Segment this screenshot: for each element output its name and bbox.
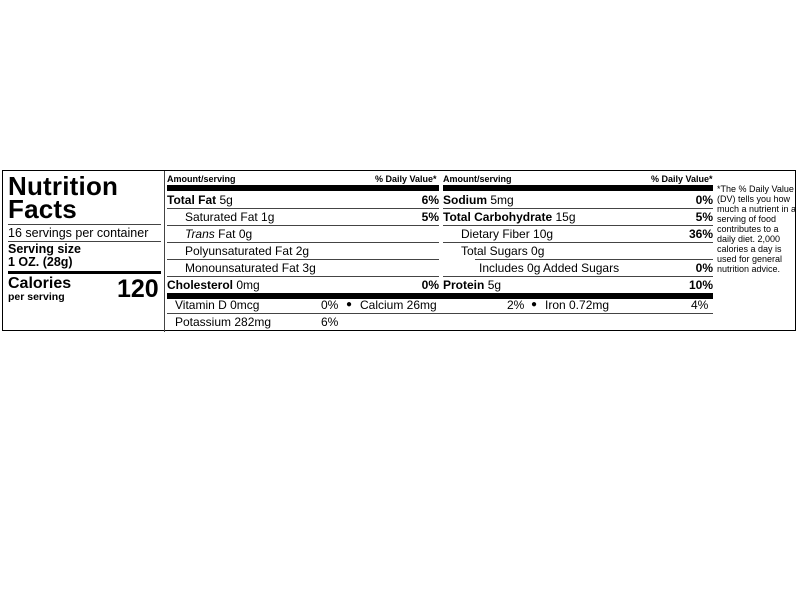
panel-separator [164,171,165,332]
polyunsaturated-label: Polyunsaturated Fat 2g [185,244,310,258]
protein-name: Protein [443,278,485,292]
saturated-fat-label: Saturated Fat 1g [185,210,275,224]
row-added-sugars [443,260,713,276]
sodium-name: Sodium [443,193,487,207]
total-carb-dv: 5% [695,210,713,224]
row-saturated-fat [167,209,439,225]
monounsaturated-label: Monounsaturated Fat 3g [185,261,316,275]
total-sugars-label: Total Sugars 0g [461,244,545,258]
cholesterol-name: Cholesterol [167,278,234,292]
dietary-fiber-label: Dietary Fiber 10g [461,227,554,241]
rule-thick-right [443,185,713,191]
row-monounsaturated [167,260,439,276]
vitamin-d-dv: 0% [321,298,339,312]
total-carb-name: Total Carbohydrate [443,210,553,224]
dv-header-left: % Daily Value* [375,174,437,184]
divider [167,313,713,314]
added-sugars-dv: 0% [695,261,713,275]
per-serving-label: per serving [8,291,65,303]
cholesterol-amount: 0mg [236,278,260,292]
potassium-dv: 6% [321,315,339,329]
trans-italic: Trans [185,227,215,241]
dv-header-right: % Daily Value* [651,174,713,184]
title-facts: Facts [8,194,77,224]
protein-amount: 5g [487,278,502,292]
footnote: *The % Daily Value (DV) tells you how much a nutrient in a serving of food contributes to a daily diet. 2,000 calories a day is used for general nutrition advice. [717,184,797,274]
added-sugars-label: Includes 0g Added Sugars [479,261,620,275]
sodium-amount: 5mg [490,193,514,207]
amount-header-left: Amount/serving [167,174,236,184]
calories-label: Calories [8,275,72,292]
iron-label: Iron 0.72mg [545,298,610,312]
row-trans-fat [167,226,439,242]
servings-per-container: 16 servings per container [8,226,149,240]
row-total-carb [443,209,713,225]
iron-dv: 4% [691,298,709,312]
divider [8,224,161,225]
row-sodium [443,192,713,208]
bullet-icon: ● [531,299,538,310]
calcium-label: Calcium 26mg [360,298,437,312]
calcium-dv: 2% [507,298,525,312]
saturated-fat-dv: 5% [421,210,439,224]
row-total-sugars [443,243,713,259]
calories-value: 120 [117,275,159,303]
title-nutrition: Nutrition [8,171,119,201]
divider-thick [8,271,161,274]
row-protein [443,277,713,293]
sodium-dv: 0% [695,193,713,207]
rule-thick-left [167,185,439,191]
row-dietary-fiber [443,226,713,242]
total-fat-name: Total Fat [167,193,217,207]
serving-size-value: 1 OZ. (28g) [8,255,73,269]
protein-dv: 10% [688,278,713,292]
potassium-label: Potassium 282mg [175,315,272,329]
serving-size-label: Serving size [8,242,81,256]
total-fat-amount: 5g [219,193,233,207]
total-carb-amount: 15g [555,210,576,224]
nutrition-facts-label [2,170,796,331]
dietary-fiber-dv: 36% [688,227,713,241]
vitamin-d-label: Vitamin D 0mcg [175,298,260,312]
cholesterol-dv: 0% [421,278,439,292]
trans-fat-label: Fat 0g [218,227,253,241]
bullet-icon: ● [346,299,353,310]
row-cholesterol [167,277,439,293]
row-polyunsaturated [167,243,439,259]
amount-header-right: Amount/serving [443,174,512,184]
total-fat-dv: 6% [421,193,439,207]
row-total-fat [167,192,439,208]
